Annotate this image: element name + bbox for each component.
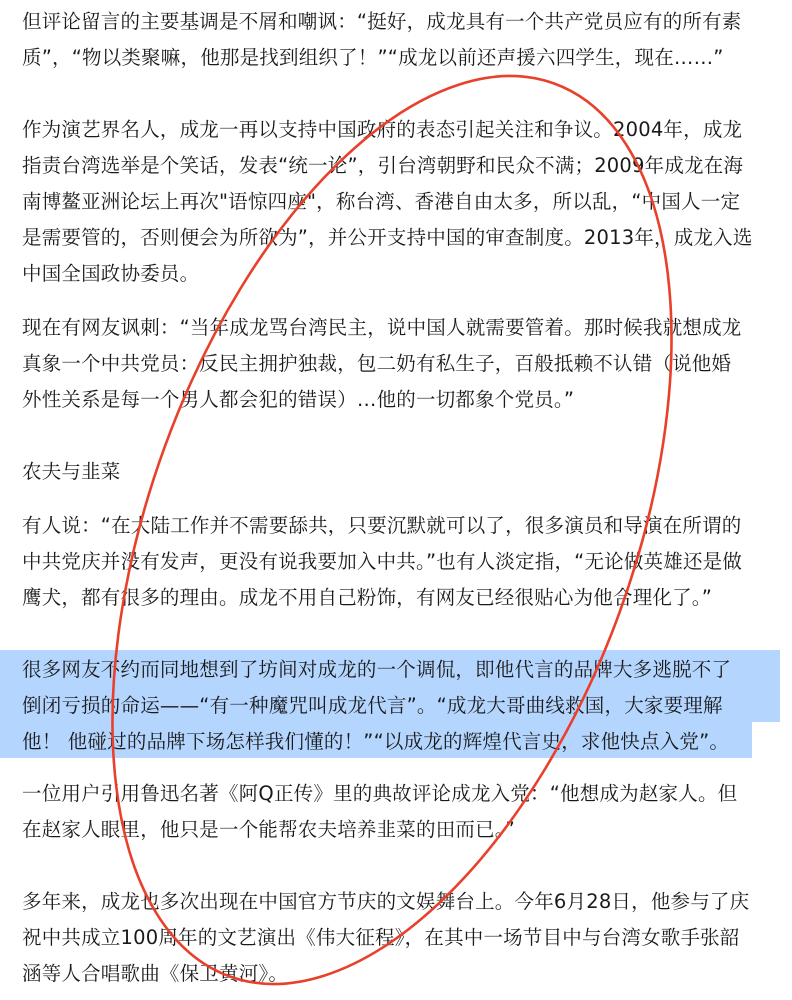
text-line: 现在有网友讽刺：“当年成龙骂台湾民主，说中国人就需要管着。那时候我就想成龙 [22, 316, 742, 339]
paragraph-netizen-satire [22, 310, 782, 418]
text-line: 涵等人合唱歌曲《保卫黄河》。 [22, 962, 289, 985]
text-line: 真象一个中共党员：反民主拥护独裁，包二奶有私生子，百般抵赖不认错（说他婚 [22, 352, 732, 375]
section-heading-text: 农夫与韭菜 [22, 460, 121, 483]
text-line: 质”，“物以类聚嘛，他那是找到组织了！”“成龙以前还声援六四学生，现在……” [22, 46, 724, 69]
selected-text-line[interactable]: 很多网友不约而同地想到了坊间对成龙的一个调侃，即他代言的品牌大多逃脱不了 [22, 658, 732, 681]
text-line: 祝中共成立100周年的文艺演出《伟大征程》，在其中一场节目中与台湾女歌手张韶 [22, 926, 740, 949]
text-line: 在赵家人眼里，他只是一个能帮农夫培养韭菜的田而已。” [22, 818, 516, 841]
paragraph-opinions [22, 508, 782, 616]
paragraph-endorsement-curse[interactable] [22, 652, 782, 760]
text-line: 中共党庆并没有发声，更没有说我要加入中共。”也有人淡定指，“无论做英雄还是做 [22, 550, 743, 573]
paragraph-political-stance [22, 112, 782, 292]
text-line: 南博鳌亚洲论坛上再次"语惊四座"，称台湾、香港自由太多，所以乱，“中国人一定 [22, 190, 741, 213]
paragraph-lu-xun-quote [22, 776, 782, 848]
text-line: 中国全国政协委员。 [22, 262, 200, 285]
section-heading [22, 454, 782, 490]
text-line: 是需要管的，否则便会为所欲为”，并公开支持中国的审查制度。2013年，成龙入选 [22, 226, 753, 249]
paragraph-comment-tone [22, 4, 782, 76]
text-line: 指责台湾选举是个笑话，发表“统一论”，引台湾朝野和民众不满；2009年成龙在海 [22, 154, 744, 177]
text-line: 外性关系是每一个男人都会犯的错误）…他的一切都象个党员。” [22, 388, 575, 411]
text-line: 一位用户引用鲁迅名著《阿Q正传》里的典故评论成龙入党：“他想成为赵家人。但 [22, 782, 738, 805]
selected-text-line[interactable]: 他！ 他碰过的品牌下场怎样我们懂的！”“以成龙的辉煌代言史，求他快点入党”。 [22, 730, 730, 753]
selected-text-line[interactable]: 倒闭亏损的命运——“有一种魔咒叫成龙代言”。“成龙大哥曲线救国，大家要理解 [22, 694, 723, 717]
text-line: 作为演艺界名人，成龙一再以支持中国政府的表态引起关注和争议。2004年，成龙 [22, 118, 743, 141]
text-line: 多年来，成龙也多次出现在中国官方节庆的文娱舞台上。今年6月28日，他参与了庆 [22, 890, 750, 913]
paragraph-official-events [22, 884, 782, 992]
text-line: 鹰犬，都有很多的理由。成龙不用自己粉饰，有网友已经很贴心为他合理化了。” [22, 586, 713, 609]
text-line: 但评论留言的主要基调是不屑和嘲讽：“挺好，成龙具有一个共产党员应有的所有素 [22, 10, 742, 33]
text-line: 有人说：“在大陆工作并不需要舔共，只要沉默就可以了，很多演员和导演在所谓的 [22, 514, 742, 537]
